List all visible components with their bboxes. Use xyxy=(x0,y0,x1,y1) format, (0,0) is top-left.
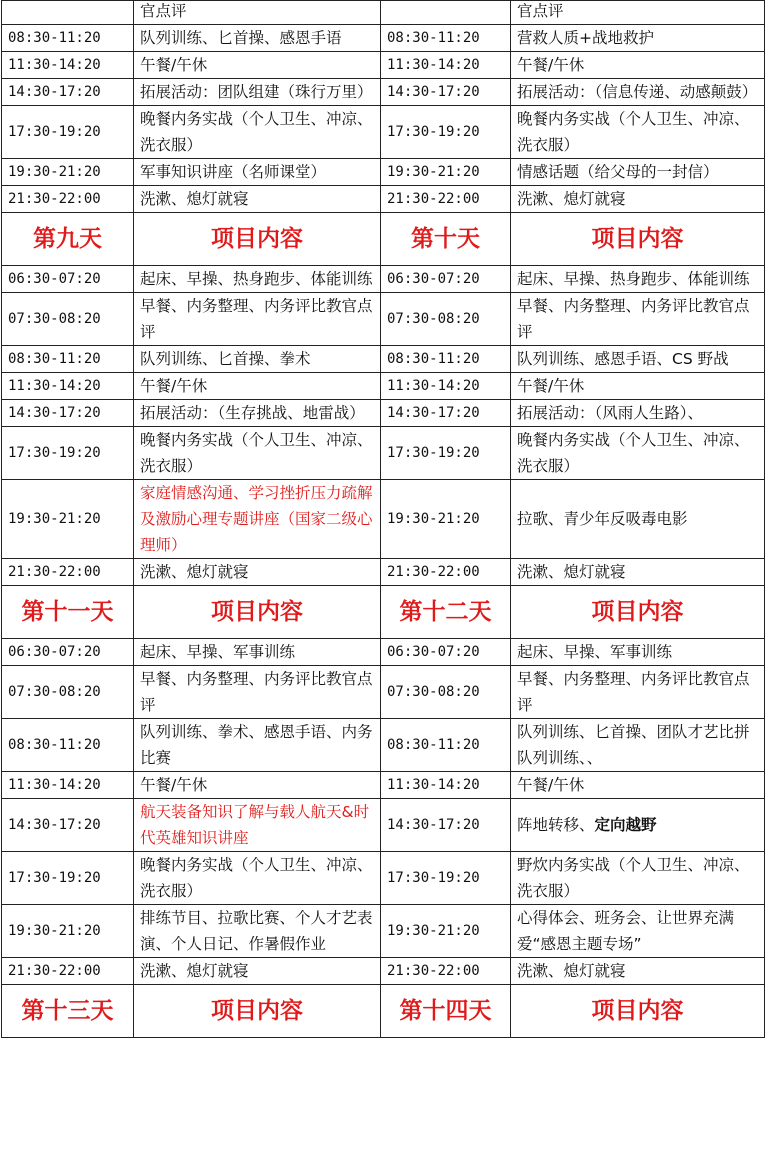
time-cell: 14:30-17:20 xyxy=(2,400,134,427)
schedule-row xyxy=(2,373,765,400)
time-cell: 19:30-21:20 xyxy=(381,480,511,559)
schedule-row xyxy=(2,480,765,559)
activity-cell xyxy=(511,639,765,666)
time-cell: 14:30-17:20 xyxy=(381,400,511,427)
time-cell: 08:30-11:20 xyxy=(2,719,134,772)
activity-cell xyxy=(511,293,765,346)
time-cell: 07:30-08:20 xyxy=(2,293,134,346)
time-cell: 17:30-19:20 xyxy=(2,106,134,159)
activity-text: 早餐、内务整理、内务评比教官点评 xyxy=(517,297,750,341)
day-title: 第九天 xyxy=(2,213,134,266)
time-cell: 07:30-08:20 xyxy=(381,293,511,346)
section-header: 项目内容 xyxy=(134,985,381,1038)
activity-text: 野炊内务实战（个人卫生、冲凉、洗衣服） xyxy=(517,856,750,900)
activity-cell xyxy=(511,25,765,52)
activity-text: 午餐/午休 xyxy=(517,377,585,395)
activity-cell: 军事知识讲座（名师课堂） xyxy=(134,159,381,186)
time-cell: 11:30-14:20 xyxy=(381,373,511,400)
activity-cell: 队列训练、拳术、感恩手语、内务比赛 xyxy=(134,719,381,772)
schedule-row xyxy=(2,186,765,213)
activity-cell: 排练节目、拉歌比赛、个人才艺表演、个人日记、作暑假作业 xyxy=(134,905,381,958)
time-cell: 14:30-17:20 xyxy=(2,79,134,106)
time-cell: 08:30-11:20 xyxy=(381,346,511,373)
activity-cell: 官点评 xyxy=(511,1,765,25)
time-cell: 07:30-08:20 xyxy=(381,666,511,719)
schedule-body xyxy=(2,1,765,1038)
activity-text: 阵地转移、 xyxy=(517,816,595,834)
activity-cell xyxy=(511,719,765,772)
activity-cell: 午餐/午休 xyxy=(134,373,381,400)
time-cell: 08:30-11:20 xyxy=(2,346,134,373)
activity-cell xyxy=(511,346,765,373)
time-cell: 21:30-22:00 xyxy=(381,186,511,213)
activity-cell: 洗漱、熄灯就寝 xyxy=(134,559,381,586)
time-cell: 06:30-07:20 xyxy=(381,266,511,293)
day-header-row xyxy=(2,586,765,639)
time-cell: 06:30-07:20 xyxy=(2,639,134,666)
activity-text: 早餐、内务整理、内务评比教官点评 xyxy=(517,670,750,714)
time-cell: 17:30-19:20 xyxy=(2,427,134,480)
time-cell: 08:30-11:20 xyxy=(381,25,511,52)
activity-text: 拉歌、青少年反吸毒电影 xyxy=(517,510,688,528)
section-header: 项目内容 xyxy=(511,213,765,266)
schedule-row xyxy=(2,639,765,666)
time-cell: 19:30-21:20 xyxy=(381,905,511,958)
schedule-row xyxy=(2,719,765,772)
day-header-row xyxy=(2,985,765,1038)
time-cell: 21:30-22:00 xyxy=(381,958,511,985)
activity-cell xyxy=(511,186,765,213)
activity-cell xyxy=(511,958,765,985)
activity-text: 拓展活动：（信息传递、动感颠鼓） xyxy=(517,83,758,101)
time-cell: 21:30-22:00 xyxy=(2,559,134,586)
day-title: 第十一天 xyxy=(2,586,134,639)
schedule-row xyxy=(2,852,765,905)
section-header: 项目内容 xyxy=(134,213,381,266)
time-cell xyxy=(2,1,134,25)
time-cell: 07:30-08:20 xyxy=(2,666,134,719)
schedule-row xyxy=(2,25,765,52)
activity-cell: 起床、早操、军事训练 xyxy=(134,639,381,666)
activity-cell xyxy=(511,79,765,106)
section-header: 项目内容 xyxy=(511,985,765,1038)
schedule-row xyxy=(2,266,765,293)
activity-cell: 午餐/午休 xyxy=(134,52,381,79)
schedule-row xyxy=(2,400,765,427)
schedule-row xyxy=(2,666,765,719)
time-cell: 11:30-14:20 xyxy=(2,373,134,400)
activity-cell xyxy=(511,427,765,480)
time-cell: 21:30-22:00 xyxy=(2,186,134,213)
time-cell: 11:30-14:20 xyxy=(381,52,511,79)
activity-cell xyxy=(511,373,765,400)
activity-cell: 晚餐内务实战（个人卫生、冲凉、洗衣服） xyxy=(134,106,381,159)
time-cell: 08:30-11:20 xyxy=(381,719,511,772)
activity-cell: 拓展活动：团队组建（珠行万里） xyxy=(134,79,381,106)
activity-text: 洗漱、熄灯就寝 xyxy=(517,190,626,208)
activity-text-bold: 定向越野 xyxy=(594,816,657,834)
time-cell: 19:30-21:20 xyxy=(2,159,134,186)
activity-cell xyxy=(511,106,765,159)
time-cell: 14:30-17:20 xyxy=(381,79,511,106)
time-cell: 11:30-14:20 xyxy=(2,52,134,79)
activity-cell xyxy=(511,266,765,293)
schedule-row xyxy=(2,346,765,373)
activity-cell xyxy=(511,480,765,559)
activity-cell: 拓展活动：（生存挑战、地雷战） xyxy=(134,400,381,427)
time-cell: 17:30-19:20 xyxy=(381,106,511,159)
schedule-row xyxy=(2,159,765,186)
activity-cell xyxy=(511,905,765,958)
activity-text: 起床、早操、热身跑步、体能训练 xyxy=(517,270,750,288)
time-cell: 19:30-21:20 xyxy=(381,159,511,186)
section-header: 项目内容 xyxy=(511,586,765,639)
activity-cell: 早餐、内务整理、内务评比教官点评 xyxy=(134,293,381,346)
activity-text: 洗漱、熄灯就寝 xyxy=(517,962,626,980)
activity-text: 营救人质+战地救护 xyxy=(517,29,654,47)
day-title: 第十天 xyxy=(381,213,511,266)
activity-text: 晚餐内务实战（个人卫生、冲凉、洗衣服） xyxy=(517,110,750,154)
schedule-row xyxy=(2,772,765,799)
time-cell: 14:30-17:20 xyxy=(2,799,134,852)
activity-cell xyxy=(511,666,765,719)
activity-text: 队列训练、匕首操、团队才艺比拼队列训练、、 xyxy=(517,723,750,767)
time-cell: 17:30-19:20 xyxy=(2,852,134,905)
activity-cell: 早餐、内务整理、内务评比教官点评 xyxy=(134,666,381,719)
activity-cell: 家庭情感沟通、学习挫折压力疏解及激励心理专题讲座（国家二级心理师） xyxy=(134,480,381,559)
activity-text: 情感话题（给父母的一封信） xyxy=(517,163,719,181)
activity-cell xyxy=(511,772,765,799)
schedule-row xyxy=(2,799,765,852)
activity-text: 心得体会、班务会、让世界充满爱“感恩主题专场” xyxy=(517,909,735,953)
time-cell: 17:30-19:20 xyxy=(381,852,511,905)
activity-cell xyxy=(511,852,765,905)
day-title: 第十二天 xyxy=(381,586,511,639)
schedule-row xyxy=(2,106,765,159)
activity-text: 拓展活动：（风雨人生路）、 xyxy=(517,404,704,422)
activity-cell: 午餐/午休 xyxy=(134,772,381,799)
day-title: 第十三天 xyxy=(2,985,134,1038)
time-cell xyxy=(381,1,511,25)
schedule-row xyxy=(2,559,765,586)
activity-cell: 官点评 xyxy=(134,1,381,25)
activity-cell xyxy=(511,52,765,79)
activity-cell xyxy=(511,159,765,186)
activity-cell: 队列训练、匕首操、感恩手语 xyxy=(134,25,381,52)
time-cell: 19:30-21:20 xyxy=(2,905,134,958)
activity-text: 午餐/午休 xyxy=(517,776,585,794)
activity-text: 队列训练、感恩手语、CS 野战 xyxy=(517,350,729,368)
activity-text: 洗漱、熄灯就寝 xyxy=(517,563,626,581)
time-cell: 21:30-22:00 xyxy=(381,559,511,586)
schedule-row xyxy=(2,1,765,25)
activity-cell: 航天装备知识了解与载人航天&时代英雄知识讲座 xyxy=(134,799,381,852)
time-cell: 06:30-07:20 xyxy=(381,639,511,666)
schedule-row xyxy=(2,905,765,958)
schedule-row xyxy=(2,52,765,79)
activity-text: 晚餐内务实战（个人卫生、冲凉、洗衣服） xyxy=(517,431,750,475)
schedule-row xyxy=(2,427,765,480)
activity-cell: 洗漱、熄灯就寝 xyxy=(134,958,381,985)
section-header: 项目内容 xyxy=(134,586,381,639)
time-cell: 17:30-19:20 xyxy=(381,427,511,480)
schedule-row xyxy=(2,79,765,106)
time-cell: 21:30-22:00 xyxy=(2,958,134,985)
time-cell: 11:30-14:20 xyxy=(381,772,511,799)
schedule-row xyxy=(2,293,765,346)
schedule-row xyxy=(2,958,765,985)
activity-cell xyxy=(511,400,765,427)
day-title: 第十四天 xyxy=(381,985,511,1038)
activity-cell: 晚餐内务实战（个人卫生、冲凉、洗衣服） xyxy=(134,852,381,905)
activity-cell xyxy=(511,559,765,586)
time-cell: 14:30-17:20 xyxy=(381,799,511,852)
schedule-table xyxy=(1,0,765,1038)
activity-cell: 洗漱、熄灯就寝 xyxy=(134,186,381,213)
activity-text: 午餐/午休 xyxy=(517,56,585,74)
day-header-row xyxy=(2,213,765,266)
time-cell: 06:30-07:20 xyxy=(2,266,134,293)
time-cell: 08:30-11:20 xyxy=(2,25,134,52)
time-cell: 19:30-21:20 xyxy=(2,480,134,559)
activity-cell: 队列训练、匕首操、拳术 xyxy=(134,346,381,373)
time-cell: 11:30-14:20 xyxy=(2,772,134,799)
activity-text: 起床、早操、军事训练 xyxy=(517,643,673,661)
activity-cell: 晚餐内务实战（个人卫生、冲凉、洗衣服） xyxy=(134,427,381,480)
activity-cell xyxy=(511,799,765,852)
activity-cell: 起床、早操、热身跑步、体能训练 xyxy=(134,266,381,293)
